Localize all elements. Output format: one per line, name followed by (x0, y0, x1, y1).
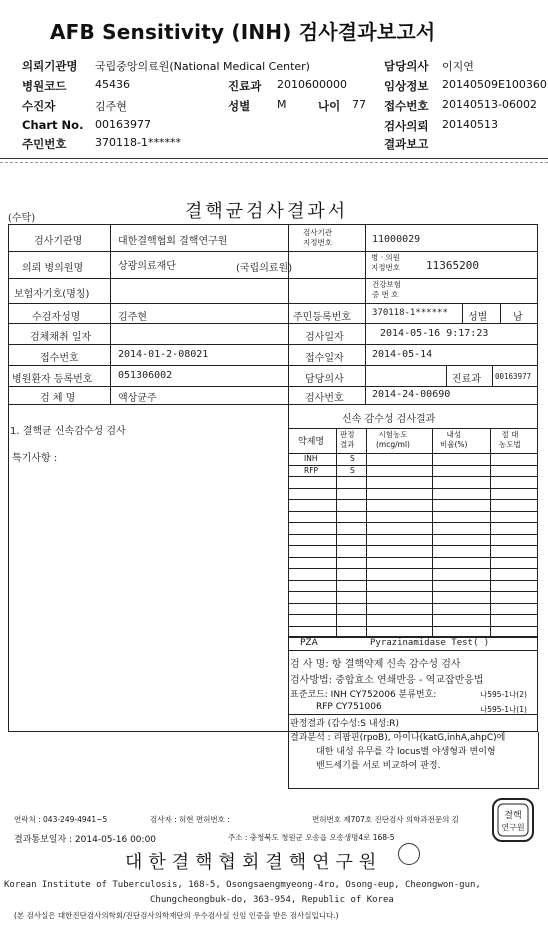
dept-value: 2010600000 (277, 78, 347, 91)
age-value: 77 (352, 98, 366, 111)
rapid-drug-cell: RFP (304, 465, 319, 475)
test-no-label: 검사번호 (305, 393, 344, 404)
specimen-value: 액상균주 (118, 393, 157, 404)
test-item: 1. 결핵균 신속감수성 검사 (10, 426, 126, 437)
rapid-row-line (288, 465, 538, 466)
method-line4b: 나595-1나(1) (480, 705, 527, 714)
reg-no-label: 병원환자 등록번호 (12, 374, 93, 385)
insurance-no-label: 건강보험 증 번 호 (372, 280, 401, 299)
hospital-code-value: 45436 (95, 78, 130, 91)
judge-line3: 대한 내성 유무를 각 locus별 야생형과 변이형 (316, 747, 496, 757)
hospital-name-label: 의뢰 병의원명 (22, 263, 84, 274)
agency-name-value: 대한결핵협회 결핵연구원 (118, 236, 228, 247)
method-line4: RFP CY751006 (316, 702, 382, 712)
method-line2: 검사방법: 중합효소 연쇄반응 - 역교잡반응법 (290, 675, 484, 686)
specimen-label: 검 체 명 (40, 393, 76, 404)
hospital-code-label: 병원코드 (22, 79, 67, 93)
footer-address: 주소 : 충청북도 청원군 오송읍 오송생명4로 168-5 (228, 833, 395, 842)
doctor-value: 이지연 (442, 60, 474, 73)
form-doctor-label: 담당의사 (305, 374, 344, 385)
recv-date-value: 2014-05-14 (372, 349, 433, 360)
rapid-row-line (288, 499, 538, 500)
agency-value: 국립중앙의료원(National Medical Center) (95, 60, 310, 73)
rapid-result-cell: S (350, 465, 355, 475)
rapid-row-line (288, 568, 538, 569)
patient-label: 수진자 (22, 99, 56, 113)
remarks-label: 특기사항 : (12, 453, 58, 464)
collect-date-label: 검체채취 일자 (30, 332, 92, 343)
sex-form-label: 성별 (468, 312, 488, 323)
round-stamp (398, 843, 420, 865)
method-line3b: 나595-1나(2) (480, 690, 527, 699)
judge-line1: 판정결과 (감수성:S 내성:R) (290, 719, 400, 729)
footer-license: 면허번호 제707호 진단검사 의학과전문의 김 (312, 815, 460, 824)
form-receipt-value: 2014-01-2-08021 (118, 349, 209, 360)
svg-text:결핵: 결핵 (504, 811, 522, 821)
patient-name-value: 김주현 (118, 312, 147, 323)
footer-report-date: 결과통보일자 : 2014-05-16 00:00 (14, 835, 157, 845)
receipt-no-value: 20140513-06002 (442, 98, 537, 111)
rapid-drug-cell: INH (304, 454, 318, 463)
test-date-value: 2014-05-16 9:17:23 (380, 328, 489, 339)
sex-label: 성별 (228, 99, 251, 113)
dept-label: 진료과 (228, 79, 262, 93)
clinical-info-label: 임상정보 (384, 79, 429, 93)
header-divider-2 (0, 162, 548, 163)
pza-value: Pyrazinamidase Test( ) (370, 638, 490, 648)
chart-no-label: Chart No. (22, 118, 84, 132)
rapid-title: 신속 감수성 검사결과 (342, 414, 436, 425)
rapid-row-line (288, 580, 538, 581)
sex-value: M (277, 98, 287, 111)
hospital-name-value: 상광의료재단 (118, 261, 176, 272)
form-receipt-label: 접수번호 (40, 353, 79, 364)
footer-phone: 연락처 : 043-249-4941~5 (14, 815, 108, 824)
receipt-no-label: 접수번호 (384, 99, 429, 113)
rapid-row-line (288, 626, 538, 627)
rrn-label: 주민번호 (22, 137, 67, 151)
rapid-row-line (288, 534, 538, 535)
reg-no-value: 051306002 (118, 370, 173, 381)
doctor-label: 담당의사 (384, 59, 429, 73)
request-date-value: 20140513 (442, 118, 498, 131)
result-report-label: 결과보고 (384, 137, 429, 151)
clinical-info-value: 20140509E100360 (442, 78, 547, 91)
recv-date-label: 접수일자 (305, 353, 344, 364)
rapid-row-line (288, 476, 538, 477)
agency-name-label: 검사기관명 (34, 236, 83, 247)
rrn-value: 370118-1****** (95, 136, 181, 149)
request-date-label: 검사의뢰 (384, 119, 429, 133)
rapid-row-line (288, 603, 538, 604)
method-line3: 표준코드: INH CY752006 분류번호: (290, 690, 437, 700)
report-title: AFB Sensitivity (INH) 검사결과보고서 (50, 20, 436, 44)
chart-no-value: 00163977 (95, 118, 151, 131)
rapid-row-line (288, 591, 538, 592)
agency-no-label: 검사기관 지정번호 (303, 228, 332, 247)
rapid-h-conc: 시험농도 (mcg/ml) (376, 430, 410, 449)
rapid-row-line (288, 511, 538, 512)
header-divider (0, 158, 548, 159)
rrn-form-label: 주민등록번호 (293, 312, 351, 323)
rapid-row-line (288, 522, 538, 523)
rapid-row-line (288, 488, 538, 489)
svg-text:연구원: 연구원 (501, 823, 525, 832)
rapid-h-drug: 약제명 (298, 437, 325, 447)
form-title: 결핵균검사결과서 (185, 201, 349, 222)
form-tag: (수탁) (8, 213, 36, 224)
pza-label: PZA (300, 638, 318, 648)
age-label: 나이 (318, 99, 341, 113)
insured-label: 보험자기호(명칭) (14, 289, 90, 300)
test-no-value: 2014-24-00690 (372, 389, 451, 400)
rapid-result-cell: S (350, 454, 355, 463)
rapid-row-line (288, 557, 538, 558)
patient-name-label: 수검자성명 (32, 312, 81, 323)
hospital-no-value: 11365200 (426, 259, 479, 272)
footer-institute-kr: 대한결핵협회결핵연구원 (125, 852, 383, 873)
footer-institute-en2: Chungcheongbuk-do, 363-954, Republic of Korea (150, 895, 394, 905)
rapid-h-ratio: 내성 비율(%) (440, 430, 468, 449)
hospital-sub: (국립의료원) (236, 263, 293, 274)
form-dept-value: 00163977 (495, 372, 532, 381)
agency-label: 의뢰기관명 (22, 59, 78, 73)
rapid-h-result: 판정 결과 (340, 430, 355, 449)
test-date-label: 검사일자 (305, 332, 344, 343)
method-line1: 검 사 명: 항 결핵약제 신속 감수성 검사 (290, 659, 461, 670)
footer-institute-en1: Korean Institute of Tuberculosis, 168-5, Osongsaengmyeong-4ro, Osong-eup, Cheongwon-gun, (4, 880, 481, 890)
rapid-row-line (288, 614, 538, 615)
rapid-h-abs: 절 대 농도법 (499, 430, 521, 449)
hospital-no-label: 병 · 의원 지정번호 (371, 253, 400, 272)
footer-note: (본 검사실은 대한진단검사의학회/진단검사의학재단의 우수검사실 신임 인증을 받은 검사실입니다.) (14, 911, 339, 920)
seal-graphic (490, 796, 536, 844)
agency-no-value: 11000029 (372, 234, 421, 245)
form-dept-label: 진료과 (452, 374, 481, 385)
institute-seal (490, 796, 536, 844)
judge-line2: 결과분석 : 리팜핀(rpoB), 아이나(katG,inhA,ahpC)에 (290, 733, 506, 743)
rrn-form-value: 370118-1****** (372, 308, 448, 318)
rapid-row-line (288, 545, 538, 546)
footer-inspector: 검사자 : 허현 면허번호 : (150, 815, 230, 824)
judge-line4: 밴드세기를 서로 비교하여 판정. (316, 761, 441, 771)
sex-form-value: 남 (513, 312, 523, 323)
patient-value: 김주현 (95, 100, 127, 113)
